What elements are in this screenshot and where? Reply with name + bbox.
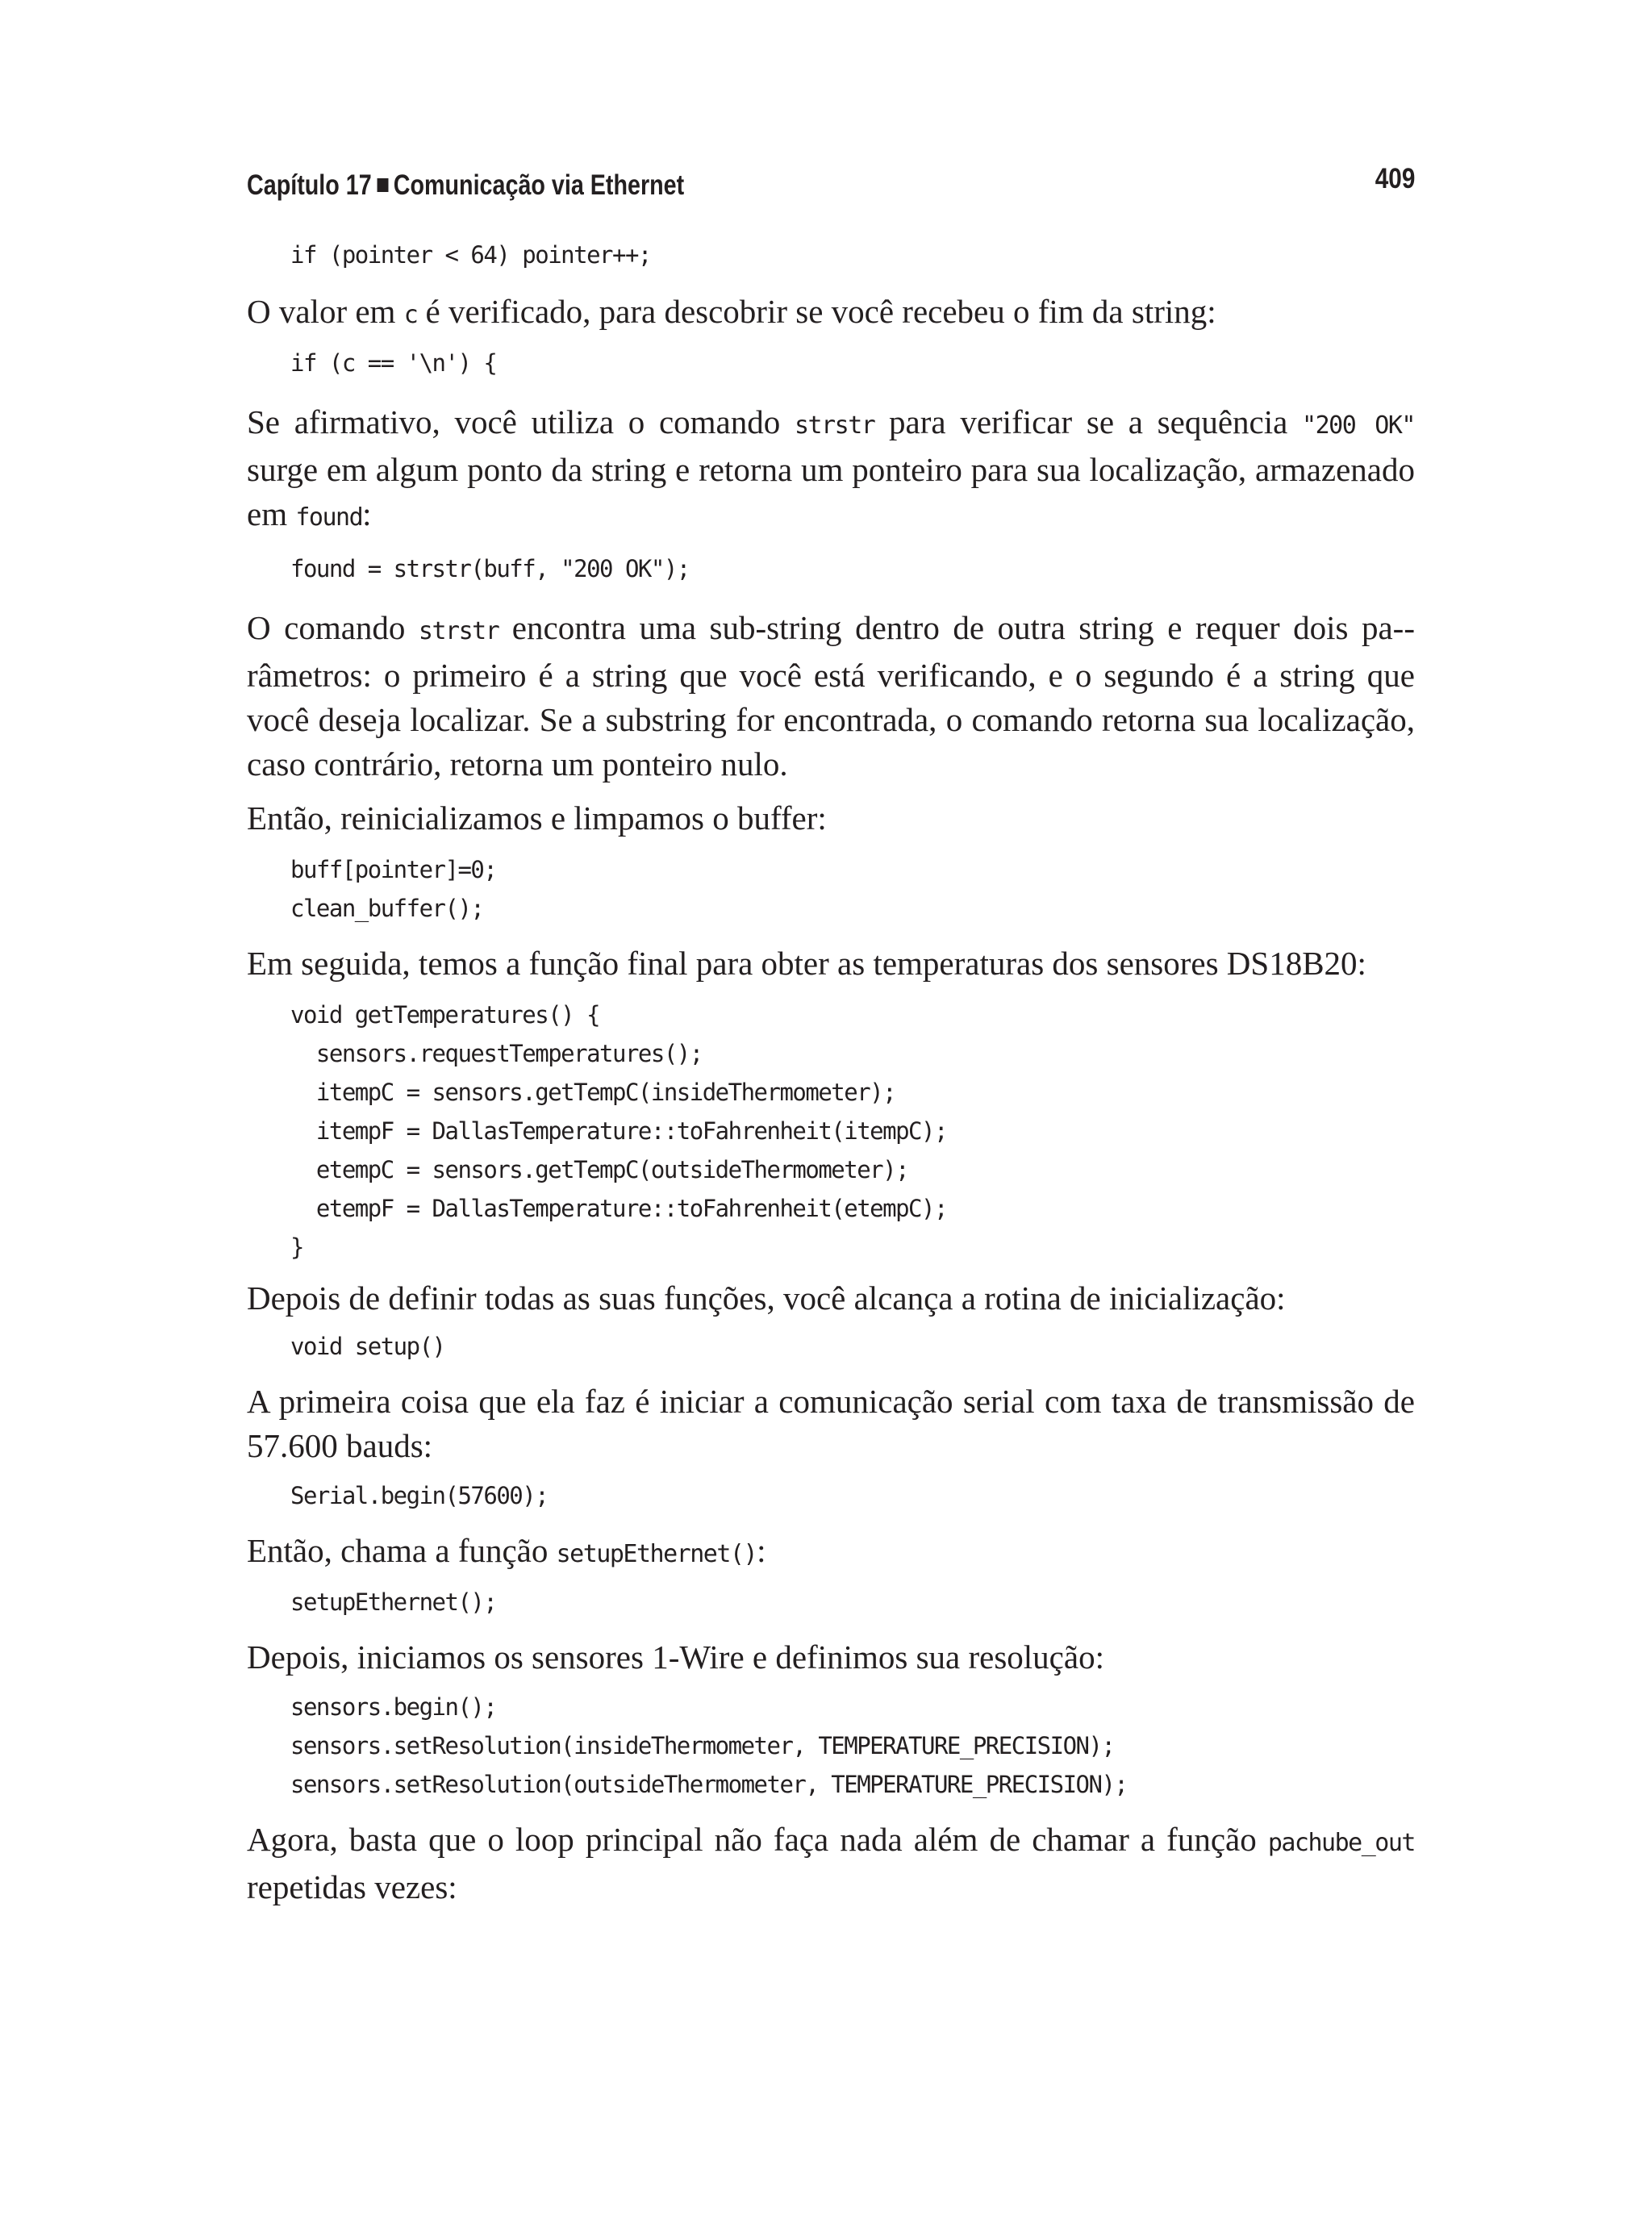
page-body [247, 236, 1415, 1910]
code-block: if (c == '\n') { [290, 349, 497, 377]
inline-code: "200 OK" [1302, 411, 1415, 440]
inline-code: strstr [418, 617, 499, 645]
inline-code: found [295, 503, 363, 532]
chapter-heading [247, 169, 684, 202]
code-block: void getTemperatures() { sensors.requestTemperatures(); itempC = sensors.getTempC(insideThermometer); itempF = DallasTemperature::toFahrenheit(itempC); etempC = sensors.getTempC(outsideThermometer); etempF = DallasTemperature::toFahrenheit(etempC); } [290, 1001, 947, 1261]
paragraph: Então, reinicializamos e limpamos o buffer: [247, 799, 827, 837]
paragraph: O valor em c é verificado, para descobrir se você recebeu o fim da string: [247, 293, 1216, 330]
paragraph: Agora, basta que o loop principal não faça nada além de chamar a função pachube_out repetidas vezes: [247, 1821, 1415, 1905]
square-bullet-icon [377, 178, 388, 192]
inline-code: setupEthernet() [556, 1540, 757, 1568]
paragraph: Então, chama a função setupEthernet(): [247, 1532, 766, 1569]
inline-code: strstr [794, 411, 875, 440]
paragraph: Depois de definir todas as suas funções, você alcança a rotina de inicialização: [247, 1279, 1286, 1317]
chapter-label: Capítulo 17 [247, 169, 372, 201]
paragraph: A primeira coisa que ela faz é iniciar a comunicação serial com taxa de transmissão de 57.600 bauds: [247, 1383, 1415, 1464]
code-block: found = strstr(buff, "200 OK"); [290, 555, 690, 582]
code-block: Serial.begin(57600); [290, 1482, 549, 1509]
page-number: 409 [1375, 163, 1415, 194]
code-block: if (pointer < 64) pointer++; [290, 241, 651, 269]
code-block: buff[pointer]=0; clean_buffer(); [290, 856, 497, 922]
paragraph: O comando strstr encontra uma sub-string dentro de outra string e requer dois pa-râmetros: o primeiro é a string que você está verificando, e o segundo é a string que você deseja localizar. Se a substring for encontrada, o comando retorna sua localização, caso contrário, retorna um ponteiro nulo. [247, 609, 1415, 783]
code-block: setupEthernet(); [290, 1588, 497, 1616]
chapter-title: Comunicação via Ethernet [393, 169, 685, 201]
running-header [247, 163, 1415, 211]
code-block: sensors.begin(); sensors.setResolution(insideThermometer, TEMPERATURE_PRECISION); sensors.setResolution(outsideThermometer, TEMPERATURE_PRECISION); [290, 1693, 1128, 1798]
inline-code: pachube_out [1267, 1829, 1415, 1857]
code-block: void setup() [290, 1333, 445, 1360]
paragraph: Depois, iniciamos os sensores 1-Wire e definimos sua resolução: [247, 1638, 1104, 1676]
paragraph: Se afirmativo, você utiliza o comando strstr para verificar se a sequência "200 OK" surge em algum ponto da string e retorna um ponteiro para sua localização, armazenado em found: [247, 403, 1415, 532]
inline-code: c [403, 301, 418, 329]
paragraph: Em seguida, temos a função final para obter as temperaturas dos sensores DS18B20: [247, 945, 1366, 982]
